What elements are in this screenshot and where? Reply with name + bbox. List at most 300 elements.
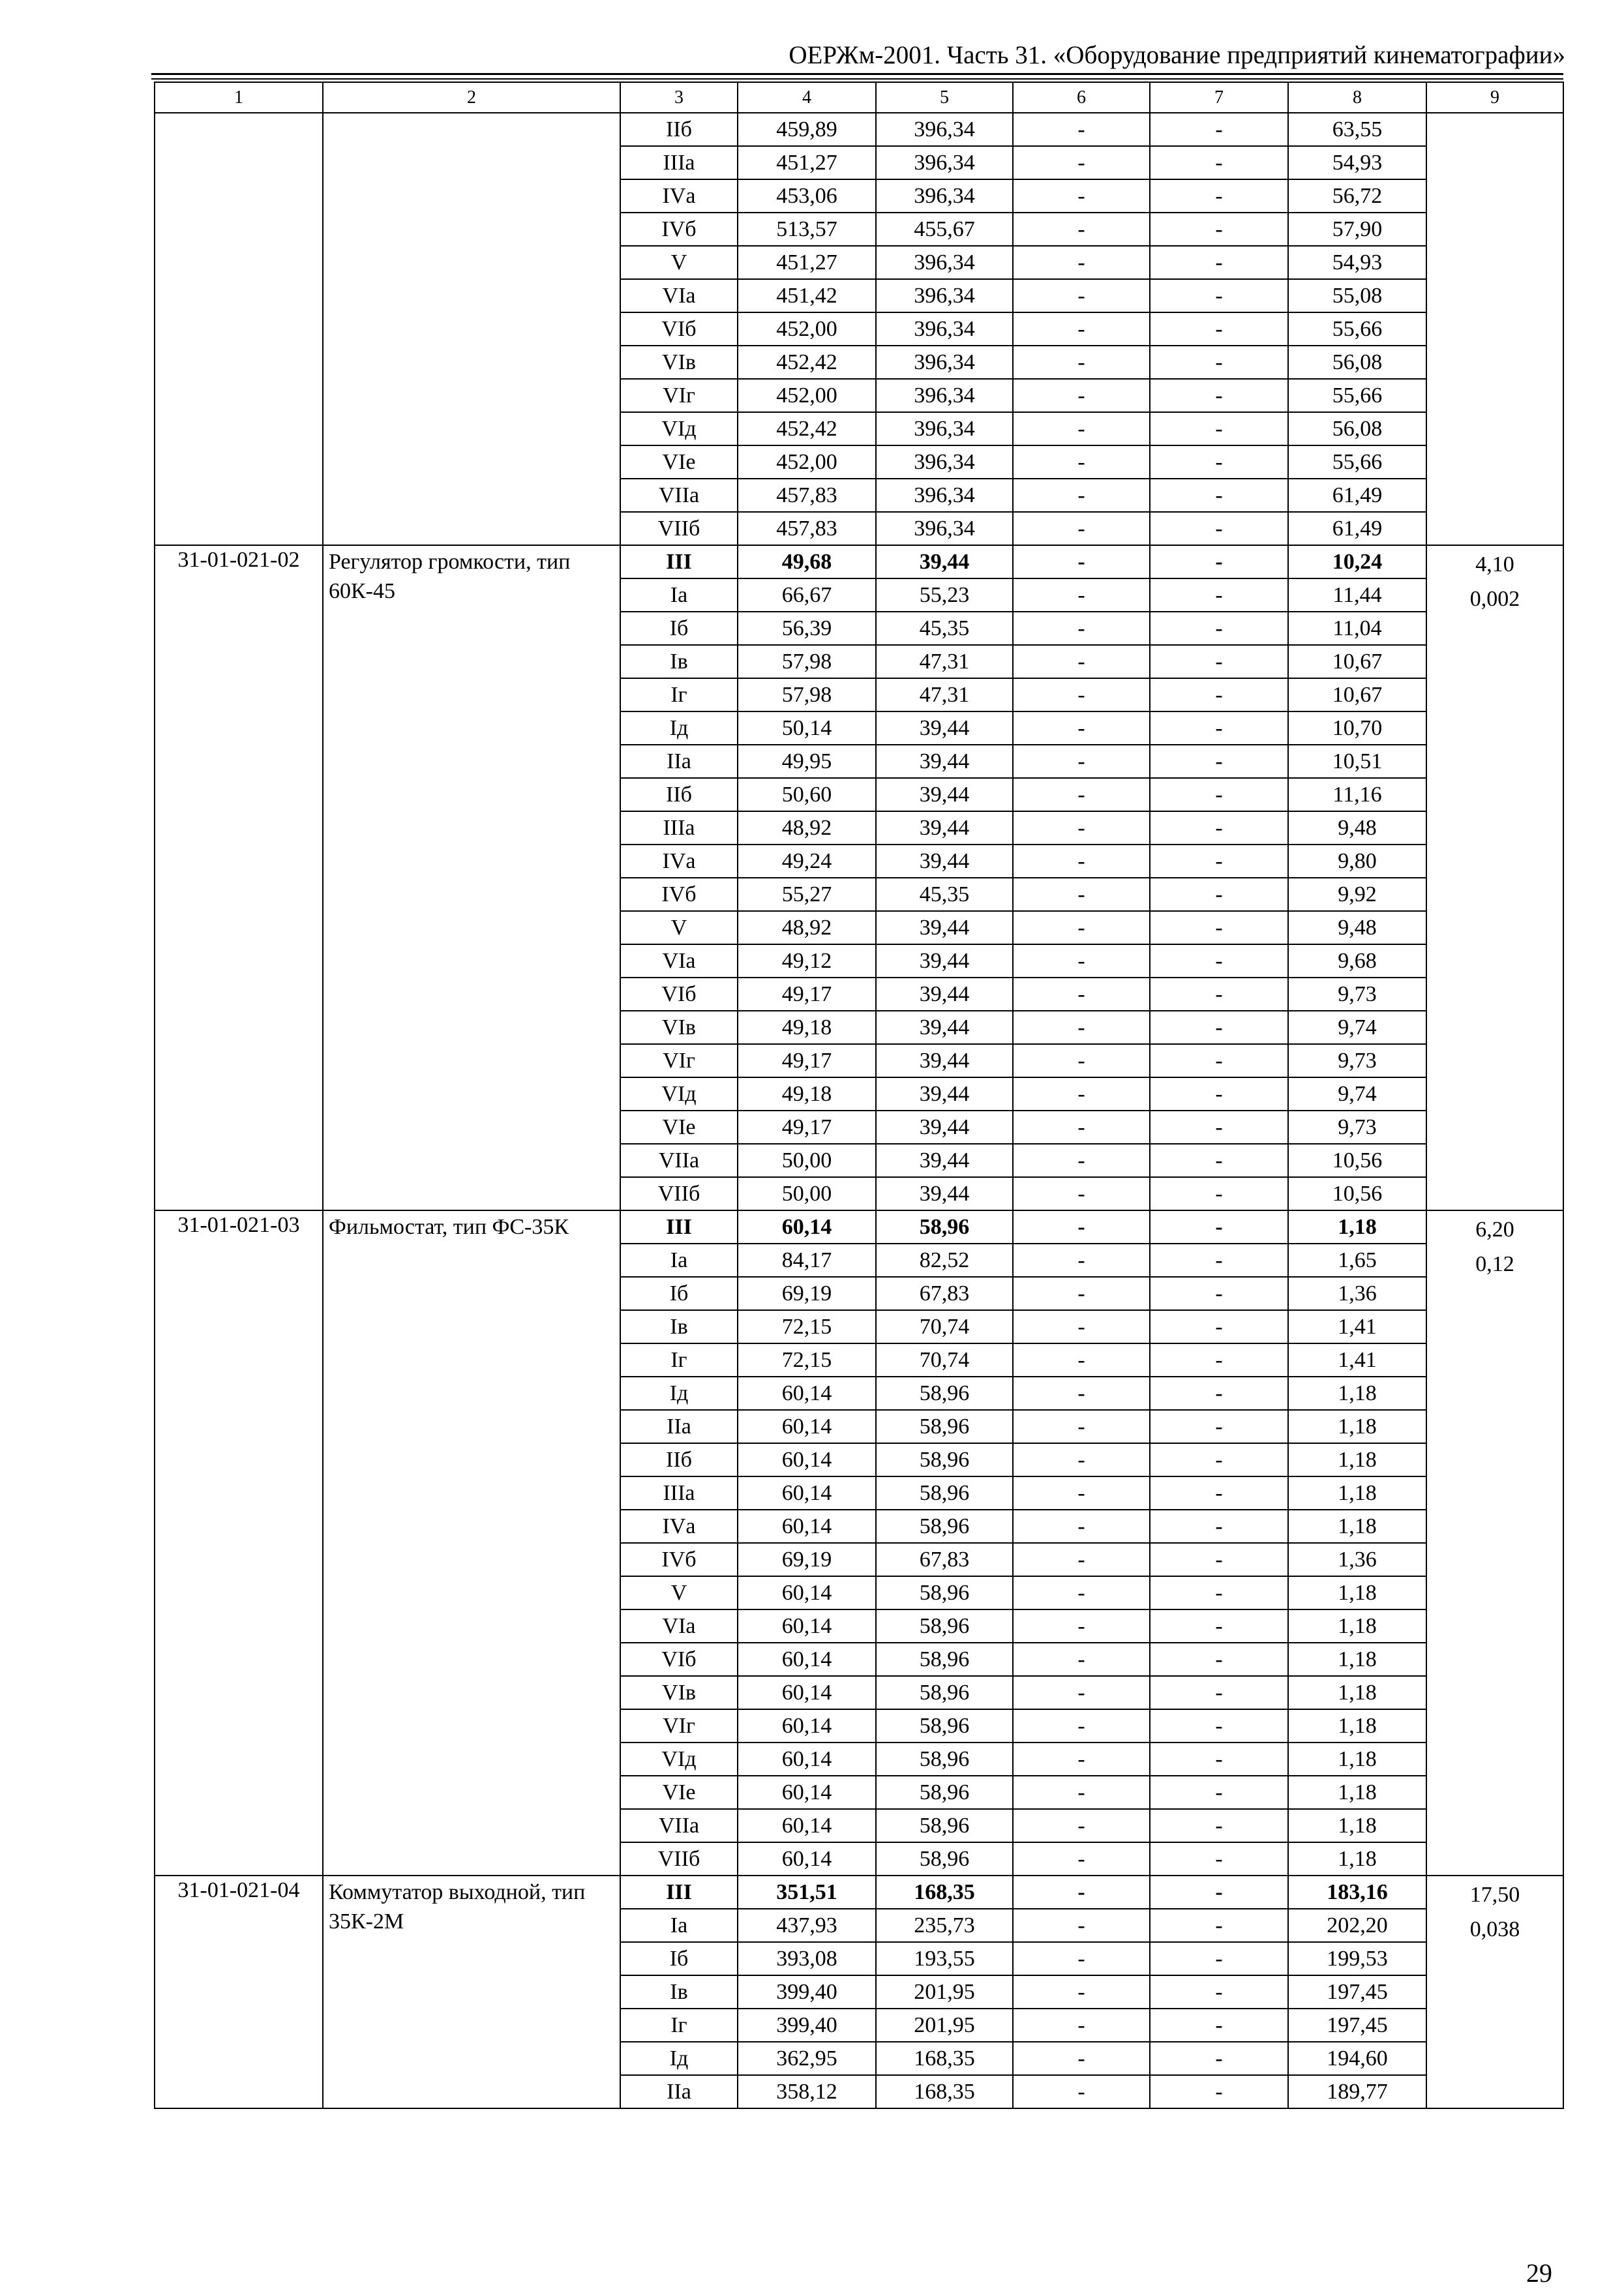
- materials-cell: 1,65: [1288, 1244, 1426, 1277]
- materials-cell: 11,04: [1288, 612, 1426, 645]
- wage-cell: 39,44: [876, 978, 1013, 1011]
- wage-cell: 47,31: [876, 678, 1013, 711]
- total-cost-cell: 49,17: [738, 1111, 876, 1144]
- total-cost-cell: 60,14: [738, 1410, 876, 1443]
- machinist-wage-cell: -: [1150, 1044, 1288, 1077]
- machine-cell: -: [1013, 213, 1150, 246]
- machine-cell: -: [1013, 878, 1150, 911]
- page-number: 29: [1526, 2258, 1552, 2288]
- machine-cell: -: [1013, 1177, 1150, 1210]
- machine-cell: -: [1013, 1343, 1150, 1377]
- zone-cell: IVа: [620, 179, 738, 213]
- zone-cell: VIб: [620, 978, 738, 1011]
- zone-cell: IIа: [620, 1410, 738, 1443]
- machinist-wage-cell: -: [1150, 545, 1288, 578]
- zone-cell: Iд: [620, 1377, 738, 1410]
- materials-cell: 194,60: [1288, 2042, 1426, 2075]
- wage-cell: 58,96: [876, 1210, 1013, 1244]
- machinist-wage-cell: -: [1150, 2009, 1288, 2042]
- total-cost-cell: 57,98: [738, 645, 876, 678]
- total-cost-cell: 452,00: [738, 312, 876, 346]
- materials-cell: 61,49: [1288, 512, 1426, 545]
- machinist-wage-cell: -: [1150, 1975, 1288, 2009]
- machine-cell: -: [1013, 179, 1150, 213]
- machinist-wage-cell: -: [1150, 1377, 1288, 1410]
- machinist-wage-cell: -: [1150, 1842, 1288, 1876]
- materials-cell: 11,16: [1288, 778, 1426, 811]
- labor-hours: 17,50: [1469, 1883, 1520, 1907]
- zone-cell: VIг: [620, 1044, 738, 1077]
- total-cost-cell: 452,00: [738, 379, 876, 412]
- total-cost-cell: 459,89: [738, 113, 876, 146]
- machine-cell: -: [1013, 346, 1150, 379]
- machine-cell: -: [1013, 279, 1150, 312]
- machinist-wage-cell: -: [1150, 1942, 1288, 1975]
- machine-cell: -: [1013, 811, 1150, 845]
- materials-cell: 55,66: [1288, 312, 1426, 346]
- total-cost-cell: 452,42: [738, 412, 876, 445]
- machine-cell: -: [1013, 1809, 1150, 1842]
- machine-cell: -: [1013, 1743, 1150, 1776]
- wage-cell: 396,34: [876, 346, 1013, 379]
- wage-cell: 58,96: [876, 1476, 1013, 1510]
- total-cost-cell: 452,00: [738, 445, 876, 479]
- wage-cell: 39,44: [876, 1011, 1013, 1044]
- wage-cell: 39,44: [876, 711, 1013, 745]
- wage-cell: 201,95: [876, 2009, 1013, 2042]
- machinist-wage-cell: -: [1150, 445, 1288, 479]
- materials-cell: 9,73: [1288, 978, 1426, 1011]
- item-name: Фильмостат, тип ФС-35К: [323, 1210, 620, 1876]
- total-cost-cell: 358,12: [738, 2075, 876, 2108]
- machinist-wage-cell: -: [1150, 346, 1288, 379]
- machinist-wage-cell: -: [1150, 711, 1288, 745]
- materials-cell: 1,36: [1288, 1543, 1426, 1576]
- total-cost-cell: 60,14: [738, 1476, 876, 1510]
- machinist-wage-cell: -: [1150, 1310, 1288, 1343]
- wage-cell: 39,44: [876, 1044, 1013, 1077]
- wage-cell: 70,74: [876, 1343, 1013, 1377]
- machine-cell: -: [1013, 1310, 1150, 1343]
- materials-cell: 9,48: [1288, 811, 1426, 845]
- machinist-wage-cell: -: [1150, 1676, 1288, 1709]
- machinist-wage-cell: -: [1150, 1410, 1288, 1443]
- zone-cell: Iг: [620, 2009, 738, 2042]
- machinist-wage-cell: -: [1150, 1876, 1288, 1909]
- total-cost-cell: 50,60: [738, 778, 876, 811]
- total-cost-cell: 69,19: [738, 1543, 876, 1576]
- column-header: 2: [323, 82, 620, 113]
- materials-cell: 9,74: [1288, 1011, 1426, 1044]
- zone-cell: VIб: [620, 312, 738, 346]
- item-code: 31-01-021-04: [155, 1876, 323, 2108]
- wage-cell: 39,44: [876, 1111, 1013, 1144]
- zone-cell: VIд: [620, 412, 738, 445]
- name-cell: [323, 113, 620, 545]
- header-rule: [151, 73, 1563, 75]
- machinist-wage-cell: -: [1150, 612, 1288, 645]
- machinist-wage-cell: -: [1150, 1576, 1288, 1609]
- zone-cell: IVа: [620, 845, 738, 878]
- machine-cell: -: [1013, 845, 1150, 878]
- materials-cell: 9,92: [1288, 878, 1426, 911]
- zone-cell: IIIа: [620, 1476, 738, 1510]
- wage-cell: 58,96: [876, 1377, 1013, 1410]
- machine-cell: -: [1013, 2009, 1150, 2042]
- wage-cell: 39,44: [876, 545, 1013, 578]
- total-cost-cell: 60,14: [738, 1643, 876, 1676]
- zone-cell: III: [620, 1876, 738, 1909]
- machine-cell: -: [1013, 1244, 1150, 1277]
- machinist-wage-cell: -: [1150, 1809, 1288, 1842]
- zone-cell: III: [620, 1210, 738, 1244]
- total-cost-cell: 60,14: [738, 1510, 876, 1543]
- wage-cell: 58,96: [876, 1776, 1013, 1809]
- machinist-wage-cell: -: [1150, 1443, 1288, 1476]
- total-cost-cell: 72,15: [738, 1310, 876, 1343]
- total-cost-cell: 56,39: [738, 612, 876, 645]
- zone-cell: Iа: [620, 1909, 738, 1942]
- machinist-wage-cell: -: [1150, 911, 1288, 944]
- materials-cell: 54,93: [1288, 246, 1426, 279]
- total-cost-cell: 60,14: [738, 1776, 876, 1809]
- wage-cell: 396,34: [876, 246, 1013, 279]
- wage-cell: 55,23: [876, 578, 1013, 612]
- machinist-wage-cell: -: [1150, 1609, 1288, 1643]
- machinist-wage-cell: -: [1150, 2042, 1288, 2075]
- materials-cell: 56,72: [1288, 179, 1426, 213]
- machine-cell: -: [1013, 1510, 1150, 1543]
- wage-cell: 70,74: [876, 1310, 1013, 1343]
- zone-cell: VIе: [620, 445, 738, 479]
- zone-cell: VIIб: [620, 1842, 738, 1876]
- total-cost-cell: 452,42: [738, 346, 876, 379]
- machine-cell: -: [1013, 578, 1150, 612]
- machinist-wage-cell: -: [1150, 1277, 1288, 1310]
- zone-cell: VIа: [620, 944, 738, 978]
- labor-cell: [1426, 113, 1563, 545]
- total-cost-cell: 362,95: [738, 2042, 876, 2075]
- total-cost-cell: 60,14: [738, 1443, 876, 1476]
- column-header: 7: [1150, 82, 1288, 113]
- materials-cell: 1,41: [1288, 1343, 1426, 1377]
- wage-cell: 58,96: [876, 1410, 1013, 1443]
- zone-cell: Iа: [620, 578, 738, 612]
- materials-cell: 1,36: [1288, 1277, 1426, 1310]
- zone-cell: IIа: [620, 2075, 738, 2108]
- wage-cell: 58,96: [876, 1842, 1013, 1876]
- materials-cell: 56,08: [1288, 412, 1426, 445]
- header-rule-thin: [151, 78, 1563, 80]
- materials-cell: 57,90: [1288, 213, 1426, 246]
- wage-cell: 235,73: [876, 1909, 1013, 1942]
- total-cost-cell: 60,14: [738, 1609, 876, 1643]
- zone-cell: VIIб: [620, 1177, 738, 1210]
- wage-cell: 39,44: [876, 1144, 1013, 1177]
- materials-cell: 1,18: [1288, 1709, 1426, 1743]
- machine-cell: -: [1013, 778, 1150, 811]
- machinist-wage-cell: -: [1150, 1011, 1288, 1044]
- materials-cell: 202,20: [1288, 1909, 1426, 1942]
- total-cost-cell: 437,93: [738, 1909, 876, 1942]
- machine-cell: -: [1013, 1543, 1150, 1576]
- wage-cell: 58,96: [876, 1709, 1013, 1743]
- machinist-wage-cell: -: [1150, 811, 1288, 845]
- total-cost-cell: 451,27: [738, 146, 876, 179]
- zone-cell: VIIб: [620, 512, 738, 545]
- total-cost-cell: 399,40: [738, 1975, 876, 2009]
- machine-cell: -: [1013, 745, 1150, 778]
- machinist-wage-cell: -: [1150, 279, 1288, 312]
- machine-cell: -: [1013, 1842, 1150, 1876]
- machinist-wage-cell: -: [1150, 578, 1288, 612]
- materials-cell: 199,53: [1288, 1942, 1426, 1975]
- zone-cell: VIIа: [620, 1144, 738, 1177]
- machine-cell: -: [1013, 1975, 1150, 2009]
- wage-cell: 47,31: [876, 645, 1013, 678]
- wage-cell: 396,34: [876, 412, 1013, 445]
- machinist-wage-cell: -: [1150, 1244, 1288, 1277]
- total-cost-cell: 49,95: [738, 745, 876, 778]
- total-cost-cell: 49,12: [738, 944, 876, 978]
- machinist-hours: 0,12: [1475, 1252, 1514, 1276]
- wage-cell: 58,96: [876, 1643, 1013, 1676]
- total-cost-cell: 72,15: [738, 1343, 876, 1377]
- zone-cell: IVб: [620, 1543, 738, 1576]
- zone-cell: IIIа: [620, 811, 738, 845]
- zone-cell: VIе: [620, 1111, 738, 1144]
- machine-cell: -: [1013, 412, 1150, 445]
- materials-cell: 1,18: [1288, 1476, 1426, 1510]
- zone-cell: IIб: [620, 113, 738, 146]
- materials-cell: 10,56: [1288, 1144, 1426, 1177]
- total-cost-cell: 49,17: [738, 1044, 876, 1077]
- zone-cell: III: [620, 545, 738, 578]
- total-cost-cell: 48,92: [738, 911, 876, 944]
- wage-cell: 396,34: [876, 146, 1013, 179]
- item-base-row: [155, 545, 1563, 578]
- machine-cell: -: [1013, 1876, 1150, 1909]
- zone-cell: VIд: [620, 1077, 738, 1111]
- wage-cell: 39,44: [876, 944, 1013, 978]
- machine-cell: -: [1013, 1909, 1150, 1942]
- machinist-wage-cell: -: [1150, 1144, 1288, 1177]
- wage-cell: 396,34: [876, 479, 1013, 512]
- machine-cell: -: [1013, 645, 1150, 678]
- column-header: 8: [1288, 82, 1426, 113]
- total-cost-cell: 60,14: [738, 1210, 876, 1244]
- machinist-wage-cell: -: [1150, 179, 1288, 213]
- labor-cell: [1426, 545, 1563, 1210]
- materials-cell: 9,48: [1288, 911, 1426, 944]
- zone-cell: VIг: [620, 379, 738, 412]
- wage-cell: 58,96: [876, 1676, 1013, 1709]
- machinist-wage-cell: -: [1150, 1111, 1288, 1144]
- materials-cell: 197,45: [1288, 1975, 1426, 2009]
- machine-cell: -: [1013, 1942, 1150, 1975]
- machine-cell: -: [1013, 911, 1150, 944]
- total-cost-cell: 69,19: [738, 1277, 876, 1310]
- total-cost-cell: 49,17: [738, 978, 876, 1011]
- total-cost-cell: 457,83: [738, 479, 876, 512]
- total-cost-cell: 66,67: [738, 578, 876, 612]
- total-cost-cell: 60,14: [738, 1743, 876, 1776]
- zone-cell: Iб: [620, 1277, 738, 1310]
- materials-cell: 1,18: [1288, 1676, 1426, 1709]
- machine-cell: -: [1013, 1576, 1150, 1609]
- machine-cell: -: [1013, 1443, 1150, 1476]
- zone-cell: Iа: [620, 1244, 738, 1277]
- machinist-wage-cell: -: [1150, 213, 1288, 246]
- materials-cell: 9,80: [1288, 845, 1426, 878]
- machinist-wage-cell: -: [1150, 1510, 1288, 1543]
- total-cost-cell: 60,14: [738, 1842, 876, 1876]
- total-cost-cell: 399,40: [738, 2009, 876, 2042]
- machine-cell: -: [1013, 545, 1150, 578]
- wage-cell: 396,34: [876, 279, 1013, 312]
- column-header: 1: [155, 82, 323, 113]
- materials-cell: 55,08: [1288, 279, 1426, 312]
- zone-cell: VIIа: [620, 1809, 738, 1842]
- machinist-wage-cell: -: [1150, 479, 1288, 512]
- wage-cell: 396,34: [876, 379, 1013, 412]
- machinist-wage-cell: -: [1150, 878, 1288, 911]
- materials-cell: 9,68: [1288, 944, 1426, 978]
- wage-cell: 67,83: [876, 1277, 1013, 1310]
- materials-cell: 55,66: [1288, 379, 1426, 412]
- page-header: ОЕРЖм-2001. Часть 31. «Оборудование предприятий кинематографии»: [789, 41, 1565, 69]
- machine-cell: -: [1013, 512, 1150, 545]
- wage-cell: 67,83: [876, 1543, 1013, 1576]
- machine-cell: -: [1013, 1410, 1150, 1443]
- labor-hours: 4,10: [1475, 552, 1514, 576]
- total-cost-cell: 60,14: [738, 1576, 876, 1609]
- zone-cell: IIб: [620, 1443, 738, 1476]
- wage-cell: 39,44: [876, 845, 1013, 878]
- wage-cell: 396,34: [876, 445, 1013, 479]
- total-cost-cell: 451,27: [738, 246, 876, 279]
- machine-cell: -: [1013, 1144, 1150, 1177]
- wage-cell: 455,67: [876, 213, 1013, 246]
- item-name: Регулятор громкости, тип 60К-45: [323, 545, 620, 1210]
- wage-cell: 58,96: [876, 1510, 1013, 1543]
- total-cost-cell: 513,57: [738, 213, 876, 246]
- materials-cell: 1,18: [1288, 1576, 1426, 1609]
- machine-cell: -: [1013, 312, 1150, 346]
- materials-cell: 1,18: [1288, 1443, 1426, 1476]
- zone-cell: VIв: [620, 346, 738, 379]
- wage-cell: 193,55: [876, 1942, 1013, 1975]
- machine-cell: -: [1013, 711, 1150, 745]
- wage-cell: 39,44: [876, 811, 1013, 845]
- zone-cell: V: [620, 911, 738, 944]
- machinist-wage-cell: -: [1150, 1210, 1288, 1244]
- table-body: [155, 82, 1563, 2108]
- total-cost-cell: 48,92: [738, 811, 876, 845]
- materials-cell: 183,16: [1288, 1876, 1426, 1909]
- machinist-wage-cell: -: [1150, 2075, 1288, 2108]
- zone-cell: Iв: [620, 645, 738, 678]
- machine-cell: -: [1013, 1044, 1150, 1077]
- machinist-wage-cell: -: [1150, 146, 1288, 179]
- wage-cell: 396,34: [876, 113, 1013, 146]
- zone-cell: IIа: [620, 745, 738, 778]
- total-cost-cell: 50,00: [738, 1177, 876, 1210]
- materials-cell: 61,49: [1288, 479, 1426, 512]
- machinist-wage-cell: -: [1150, 1709, 1288, 1743]
- wage-cell: 396,34: [876, 312, 1013, 346]
- zone-cell: Iд: [620, 711, 738, 745]
- total-cost-cell: 453,06: [738, 179, 876, 213]
- machine-cell: -: [1013, 246, 1150, 279]
- zone-cell: Iв: [620, 1310, 738, 1343]
- machine-cell: -: [1013, 612, 1150, 645]
- machine-cell: -: [1013, 1011, 1150, 1044]
- wage-cell: 39,44: [876, 778, 1013, 811]
- total-cost-cell: 60,14: [738, 1676, 876, 1709]
- zone-cell: VIб: [620, 1643, 738, 1676]
- machine-cell: -: [1013, 1377, 1150, 1410]
- column-header: 5: [876, 82, 1013, 113]
- wage-cell: 45,35: [876, 878, 1013, 911]
- wage-cell: 168,35: [876, 2075, 1013, 2108]
- total-cost-cell: 49,18: [738, 1077, 876, 1111]
- zone-cell: IVб: [620, 213, 738, 246]
- total-cost-cell: 451,42: [738, 279, 876, 312]
- materials-cell: 10,51: [1288, 745, 1426, 778]
- total-cost-cell: 49,24: [738, 845, 876, 878]
- materials-cell: 1,18: [1288, 1643, 1426, 1676]
- total-cost-cell: 49,18: [738, 1011, 876, 1044]
- wage-cell: 58,96: [876, 1609, 1013, 1643]
- labor-cell: [1426, 1210, 1563, 1876]
- zone-cell: Iб: [620, 1942, 738, 1975]
- machinist-wage-cell: -: [1150, 1743, 1288, 1776]
- machine-cell: -: [1013, 2042, 1150, 2075]
- zone-cell: Iг: [620, 678, 738, 711]
- machinist-wage-cell: -: [1150, 1343, 1288, 1377]
- wage-cell: 201,95: [876, 1975, 1013, 2009]
- machinist-wage-cell: -: [1150, 312, 1288, 346]
- wage-cell: 58,96: [876, 1743, 1013, 1776]
- machinist-wage-cell: -: [1150, 1077, 1288, 1111]
- machinist-wage-cell: -: [1150, 1177, 1288, 1210]
- machine-cell: -: [1013, 978, 1150, 1011]
- wage-cell: 58,96: [876, 1809, 1013, 1842]
- wage-cell: 58,96: [876, 1576, 1013, 1609]
- wage-cell: 39,44: [876, 1177, 1013, 1210]
- machinist-wage-cell: -: [1150, 1543, 1288, 1576]
- materials-cell: 189,77: [1288, 2075, 1426, 2108]
- materials-cell: 1,18: [1288, 1776, 1426, 1809]
- code-cell: [155, 113, 323, 545]
- machine-cell: -: [1013, 1776, 1150, 1809]
- zone-cell: VIа: [620, 1609, 738, 1643]
- materials-cell: 10,67: [1288, 678, 1426, 711]
- wage-cell: 39,44: [876, 911, 1013, 944]
- item-base-row: [155, 1210, 1563, 1244]
- machine-cell: -: [1013, 479, 1150, 512]
- materials-cell: 1,41: [1288, 1310, 1426, 1343]
- total-cost-cell: 457,83: [738, 512, 876, 545]
- item-code: 31-01-021-03: [155, 1210, 323, 1876]
- zone-cell: IIIа: [620, 146, 738, 179]
- machinist-wage-cell: -: [1150, 246, 1288, 279]
- materials-cell: 63,55: [1288, 113, 1426, 146]
- total-cost-cell: 351,51: [738, 1876, 876, 1909]
- materials-cell: 10,70: [1288, 711, 1426, 745]
- column-number-row: [155, 82, 1563, 113]
